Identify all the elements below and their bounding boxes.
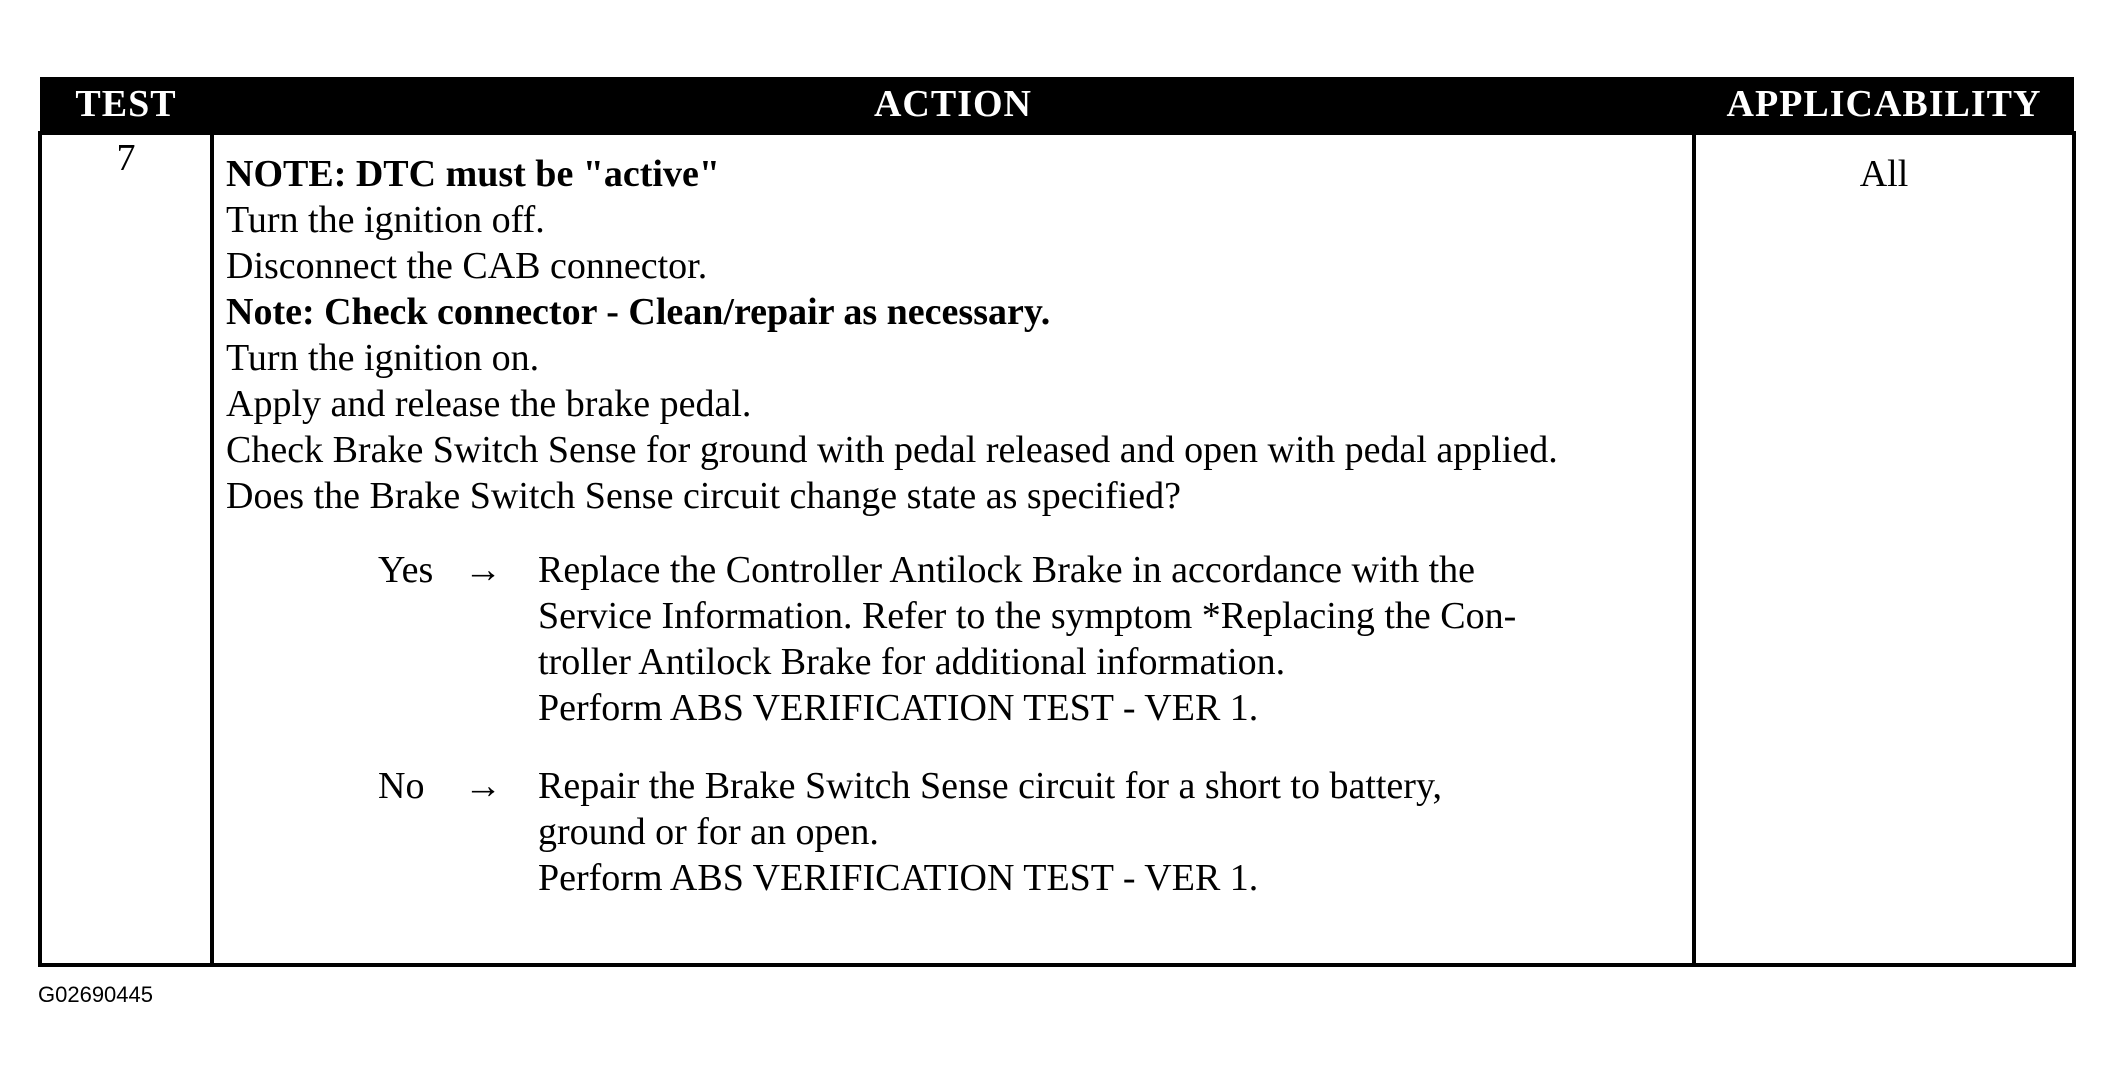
- applicability-value: All: [1859, 153, 1909, 195]
- header-test: TEST: [40, 77, 212, 133]
- no-label: No: [378, 765, 425, 807]
- no-instructions: [538, 763, 1682, 901]
- test-number-cell: [40, 133, 212, 965]
- yes-instructions: [538, 547, 1682, 731]
- yes-verification: Perform ABS VERIFICATION TEST - VER 1.: [538, 687, 1259, 729]
- yes-text-line-3: troller Antilock Brake for additional information.: [538, 641, 1286, 683]
- no-arrow-icon: →: [464, 765, 502, 807]
- step-disconnect-cab: Disconnect the CAB connector.: [226, 245, 708, 287]
- test-number: 7: [116, 137, 136, 179]
- header-action: ACTION: [212, 77, 1694, 133]
- no-text-line-1: Repair the Brake Switch Sense circuit for a short to battery,: [538, 765, 1442, 807]
- step-check-brake-switch: Check Brake Switch Sense for ground with pedal released and open with pedal applied.: [226, 429, 1558, 471]
- action-cell: [212, 133, 1694, 965]
- note-check-connector: Note: Check connector - Clean/repair as necessary.: [226, 291, 1051, 333]
- no-text-line-2: ground or for an open.: [538, 811, 879, 853]
- yes-text-line-1: Replace the Controller Antilock Brake in accordance with the: [538, 549, 1475, 591]
- figure-id: G02690445: [38, 982, 153, 1007]
- yes-text-line-2: Service Information. Refer to the symptom *Replacing the Con-: [538, 595, 1517, 637]
- header-row: [40, 77, 2074, 133]
- yes-arrow-icon: →: [464, 549, 502, 591]
- step-ignition-on: Turn the ignition on.: [226, 337, 540, 379]
- yes-label: Yes: [378, 549, 434, 591]
- diagnostic-test-table: [38, 77, 2076, 967]
- note-dtc-active: NOTE: DTC must be "active": [226, 153, 720, 195]
- header-applicability: APPLICABILITY: [1694, 77, 2074, 133]
- step-ignition-off: Turn the ignition off.: [226, 199, 545, 241]
- outcome-yes: [378, 547, 1682, 731]
- question-state-change: Does the Brake Switch Sense circuit change state as specified?: [226, 475, 1181, 517]
- step-apply-release-pedal: Apply and release the brake pedal.: [226, 383, 752, 425]
- test-row: [40, 133, 2074, 965]
- applicability-cell: [1694, 133, 2074, 965]
- no-verification: Perform ABS VERIFICATION TEST - VER 1.: [538, 857, 1259, 899]
- outcome-no: [378, 763, 1682, 901]
